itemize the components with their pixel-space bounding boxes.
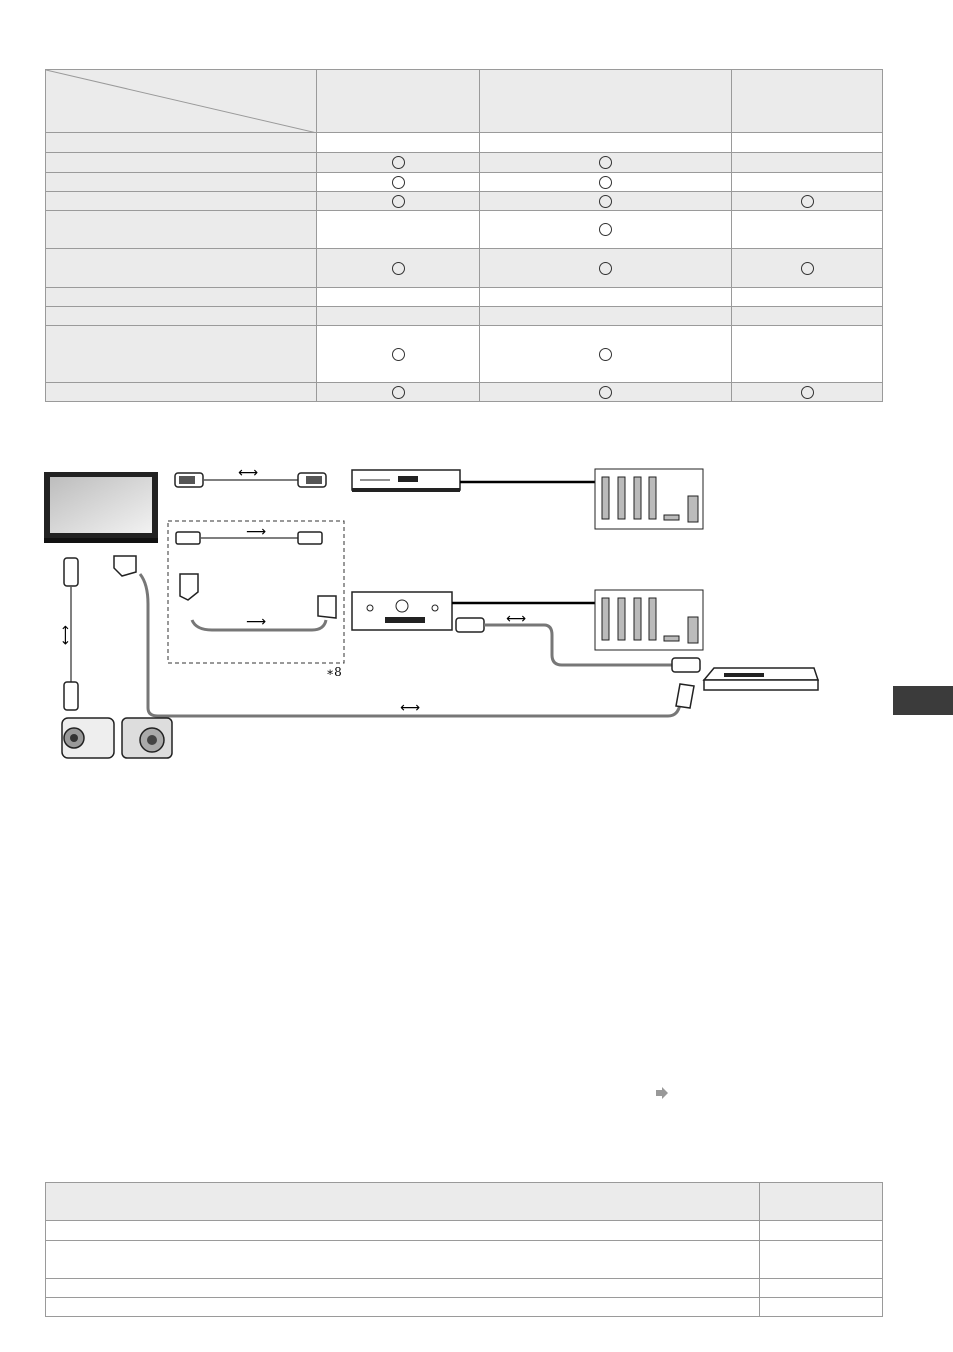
header-cell	[46, 1183, 760, 1221]
table-cell	[317, 133, 480, 153]
table-row	[46, 173, 883, 192]
table-row	[46, 326, 883, 383]
row-label-cell	[46, 383, 317, 402]
table-row	[46, 383, 883, 402]
diagonal-line	[46, 70, 317, 133]
camcorder-icon	[62, 718, 114, 758]
compatible-mark-icon	[599, 176, 612, 189]
table-row	[46, 249, 883, 288]
compatible-mark-icon	[801, 262, 814, 275]
table-cell	[317, 211, 480, 249]
table-cell	[480, 192, 732, 211]
row-label-cell	[46, 173, 317, 192]
diagonal-header-cell	[46, 70, 317, 133]
dvd-recorder-icon	[352, 470, 460, 492]
bidirectional-arrow: ⟷	[238, 465, 259, 481]
compatibility-table	[45, 69, 883, 402]
compatible-mark-icon	[801, 386, 814, 399]
table-cell	[480, 307, 732, 326]
av-amplifier-icon	[352, 592, 452, 630]
table-row	[46, 211, 883, 249]
table-cell	[732, 153, 883, 173]
bidirectional-arrow: ⟷	[506, 611, 527, 627]
table-cell	[732, 211, 883, 249]
row-label-cell	[46, 153, 317, 173]
table-cell	[760, 1298, 883, 1317]
table-cell	[732, 249, 883, 288]
compatible-mark-icon	[392, 176, 405, 189]
table-cell	[732, 326, 883, 383]
header-cell	[317, 70, 480, 133]
table-row	[46, 153, 883, 173]
table-cell	[480, 211, 732, 249]
compatible-mark-icon	[801, 195, 814, 208]
speaker-set-icon	[595, 469, 703, 529]
table-cell	[732, 133, 883, 153]
table-cell	[760, 1221, 883, 1241]
table-cell	[732, 307, 883, 326]
table-cell	[480, 133, 732, 153]
compatible-mark-icon	[599, 348, 612, 361]
table-cell	[317, 288, 480, 307]
row-label-cell	[46, 133, 317, 153]
table-cell	[46, 1279, 760, 1298]
table-cell	[480, 326, 732, 383]
table-cell	[480, 288, 732, 307]
row-label-cell	[46, 211, 317, 249]
table-cell	[760, 1279, 883, 1298]
table-cell	[760, 1241, 883, 1279]
row-label-cell	[46, 326, 317, 383]
bidirectional-arrow: ⟷	[57, 625, 73, 646]
row-label-cell	[46, 288, 317, 307]
compatible-mark-icon	[392, 386, 405, 399]
bottom-table	[45, 1182, 883, 1317]
header-cell	[732, 70, 883, 133]
table-row	[46, 1241, 883, 1279]
table-cell	[732, 192, 883, 211]
table-cell	[317, 153, 480, 173]
table-cell	[317, 307, 480, 326]
table-cell	[480, 249, 732, 288]
direction-arrow: ⟶	[246, 614, 267, 630]
table-header-row	[46, 1183, 883, 1221]
compatible-mark-icon	[392, 262, 405, 275]
table-row	[46, 192, 883, 211]
table-row	[46, 1221, 883, 1241]
table-cell	[46, 1298, 760, 1317]
table-cell	[317, 326, 480, 383]
direction-arrow: ⟶	[246, 524, 267, 540]
row-label-cell	[46, 307, 317, 326]
compatible-mark-icon	[599, 223, 612, 236]
compatible-mark-icon	[599, 386, 612, 399]
compatible-mark-icon	[599, 156, 612, 169]
camera-icon	[122, 718, 172, 758]
table-cell	[46, 1241, 760, 1279]
table-cell	[480, 383, 732, 402]
section-tab-marker	[893, 686, 953, 715]
table-cell	[480, 173, 732, 192]
connection-diagram	[40, 460, 840, 770]
header-cell	[480, 70, 732, 133]
table-row	[46, 1298, 883, 1317]
compatible-mark-icon	[599, 195, 612, 208]
table-cell	[480, 153, 732, 173]
table-row	[46, 307, 883, 326]
compatible-mark-icon	[392, 348, 405, 361]
table-cell	[317, 383, 480, 402]
table-row	[46, 133, 883, 153]
table-cell	[317, 192, 480, 211]
table-cell	[46, 1221, 760, 1241]
speaker-set-icon	[595, 590, 703, 650]
table-cell	[317, 249, 480, 288]
table-row	[46, 1279, 883, 1298]
compatible-mark-icon	[599, 262, 612, 275]
row-label-cell	[46, 249, 317, 288]
bidirectional-arrow: ⟷	[400, 700, 421, 716]
arrow-right-icon	[655, 1086, 669, 1100]
tv-icon	[44, 472, 158, 543]
header-cell	[760, 1183, 883, 1221]
table-header-row	[46, 70, 883, 133]
table-cell	[732, 288, 883, 307]
footnote-mark: ∗8	[326, 665, 342, 679]
table-cell	[732, 173, 883, 192]
compatible-mark-icon	[392, 156, 405, 169]
table-row	[46, 288, 883, 307]
compatible-mark-icon	[392, 195, 405, 208]
table-cell	[732, 383, 883, 402]
row-label-cell	[46, 192, 317, 211]
table-cell	[317, 173, 480, 192]
blu-ray-recorder-icon	[704, 668, 818, 690]
